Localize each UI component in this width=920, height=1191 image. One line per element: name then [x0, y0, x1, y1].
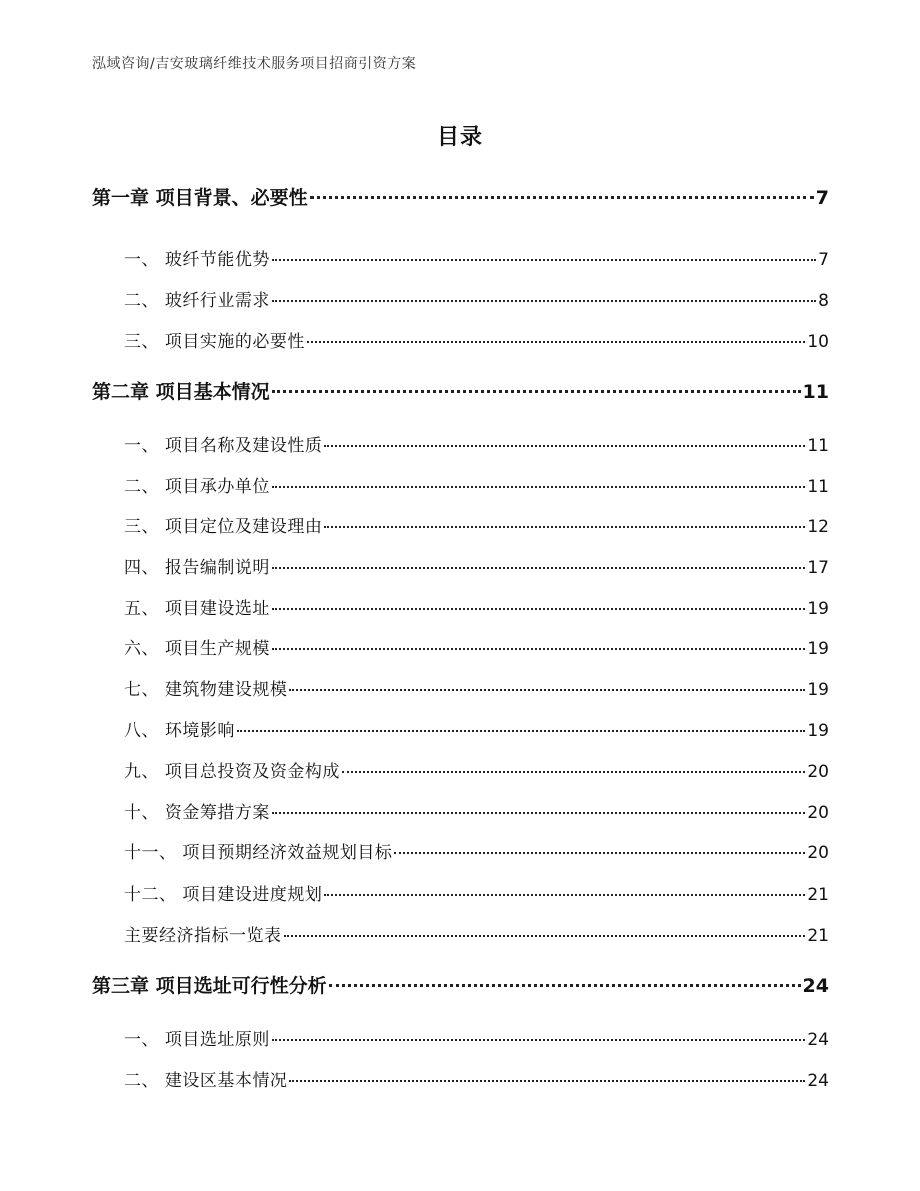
toc-entry-page-number: 11: [807, 477, 829, 497]
dot-leader: [284, 935, 806, 937]
toc-entry-page-number: 21: [807, 885, 829, 905]
toc-entry-label: 一、 项目名称及建设性质: [124, 436, 323, 456]
dot-leader: [289, 1080, 805, 1082]
toc-section-entry[interactable]: [124, 1025, 829, 1050]
toc-entry-label: 第二章 项目基本情况: [92, 381, 270, 403]
toc-section-entry[interactable]: [124, 286, 829, 311]
toc-entry-label: 十一、 项目预期经济效益规划目标: [124, 843, 393, 863]
toc-entry-label: 十、 资金筹措方案: [124, 803, 270, 823]
toc-section-entry[interactable]: [124, 716, 829, 741]
dot-leader: [272, 300, 816, 302]
toc-entry-page-number: 20: [807, 762, 829, 782]
dot-leader: [342, 771, 805, 773]
toc-entry-page-number: 20: [807, 803, 829, 823]
toc-section-entry[interactable]: [124, 675, 829, 700]
dot-leader: [237, 730, 805, 732]
toc-entry-page-number: 10: [807, 332, 829, 352]
dot-leader: [324, 445, 805, 447]
toc-entry-page-number: 11: [807, 436, 829, 456]
dot-leader: [272, 259, 816, 261]
dot-leader: [324, 894, 805, 896]
dot-leader: [272, 648, 805, 650]
dot-leader: [272, 486, 805, 488]
toc-entry-label: 六、 项目生产规模: [124, 639, 270, 659]
toc-section-entry[interactable]: [124, 512, 829, 537]
toc-entry-page-number: 11: [802, 381, 829, 403]
dot-leader: [272, 567, 805, 569]
toc-section-entry[interactable]: [124, 594, 829, 619]
toc-section-entry[interactable]: [124, 757, 829, 782]
toc-entry-page-number: 12: [807, 517, 829, 537]
dot-leader: [272, 390, 801, 393]
toc-entry-page-number: 20: [807, 843, 829, 863]
toc-entry-label: 一、 项目选址原则: [124, 1030, 270, 1050]
dot-leader: [289, 689, 805, 691]
toc-section-entry[interactable]: [124, 921, 829, 946]
toc-title: 目录: [436, 125, 483, 150]
toc-entry-label: 二、 建设区基本情况: [124, 1071, 288, 1091]
toc-entry-page-number: 19: [807, 599, 829, 619]
toc-entry-label: 七、 建筑物建设规模: [124, 680, 288, 700]
toc-entry-page-number: 8: [818, 291, 829, 311]
toc-entry-page-number: 24: [802, 975, 829, 997]
toc-section-entry[interactable]: [124, 431, 829, 456]
toc-entry-label: 一、 玻纤节能优势: [124, 250, 270, 270]
toc-section-entry[interactable]: [124, 880, 829, 905]
dot-leader: [324, 526, 805, 528]
toc-entry-label: 第三章 项目选址可行性分析: [92, 975, 327, 997]
toc-entry-label: 九、 项目总投资及资金构成: [124, 762, 340, 782]
toc-section-entry[interactable]: [124, 327, 829, 352]
toc-chapter-entry[interactable]: [92, 377, 829, 404]
toc-entry-page-number: 19: [807, 639, 829, 659]
toc-entry-page-number: 7: [815, 187, 829, 209]
toc-entry-label: 三、 项目定位及建设理由: [124, 517, 323, 537]
toc-section-entry[interactable]: [124, 838, 829, 863]
toc-section-entry[interactable]: [124, 798, 829, 823]
toc-section-entry[interactable]: [124, 472, 829, 497]
dot-leader: [329, 984, 801, 987]
toc-section-entry[interactable]: [124, 634, 829, 659]
toc-section-entry[interactable]: [124, 245, 829, 270]
running-header: 泓域咨询/吉安玻璃纤维技术服务项目招商引资方案: [92, 56, 417, 72]
toc-entry-page-number: 21: [807, 926, 829, 946]
dot-leader: [310, 196, 814, 199]
dot-leader: [272, 812, 805, 814]
toc-entry-label: 主要经济指标一览表: [124, 926, 282, 946]
dot-leader: [394, 852, 805, 854]
toc-entry-label: 四、 报告编制说明: [124, 558, 270, 578]
toc-entry-label: 第一章 项目背景、必要性: [92, 187, 308, 209]
toc-entry-page-number: 19: [807, 721, 829, 741]
toc-chapter-entry[interactable]: [92, 971, 829, 998]
toc-entry-label: 八、 环境影响: [124, 721, 235, 741]
toc-entry-page-number: 24: [807, 1071, 829, 1091]
toc-chapter-entry[interactable]: [92, 183, 829, 210]
toc-entry-page-number: 24: [807, 1030, 829, 1050]
toc-entry-label: 三、 项目实施的必要性: [124, 332, 305, 352]
toc-entry-page-number: 19: [807, 680, 829, 700]
dot-leader: [272, 608, 805, 610]
toc-entry-label: 五、 项目建设选址: [124, 599, 270, 619]
toc-entry-page-number: 17: [807, 558, 829, 578]
toc-section-entry[interactable]: [124, 553, 829, 578]
dot-leader: [307, 341, 805, 343]
toc-entry-label: 二、 项目承办单位: [124, 477, 270, 497]
toc-section-entry[interactable]: [124, 1066, 829, 1091]
toc-entry-page-number: 7: [818, 250, 829, 270]
toc-entry-label: 二、 玻纤行业需求: [124, 291, 270, 311]
toc-entry-label: 十二、 项目建设进度规划: [124, 885, 323, 905]
dot-leader: [272, 1039, 805, 1041]
